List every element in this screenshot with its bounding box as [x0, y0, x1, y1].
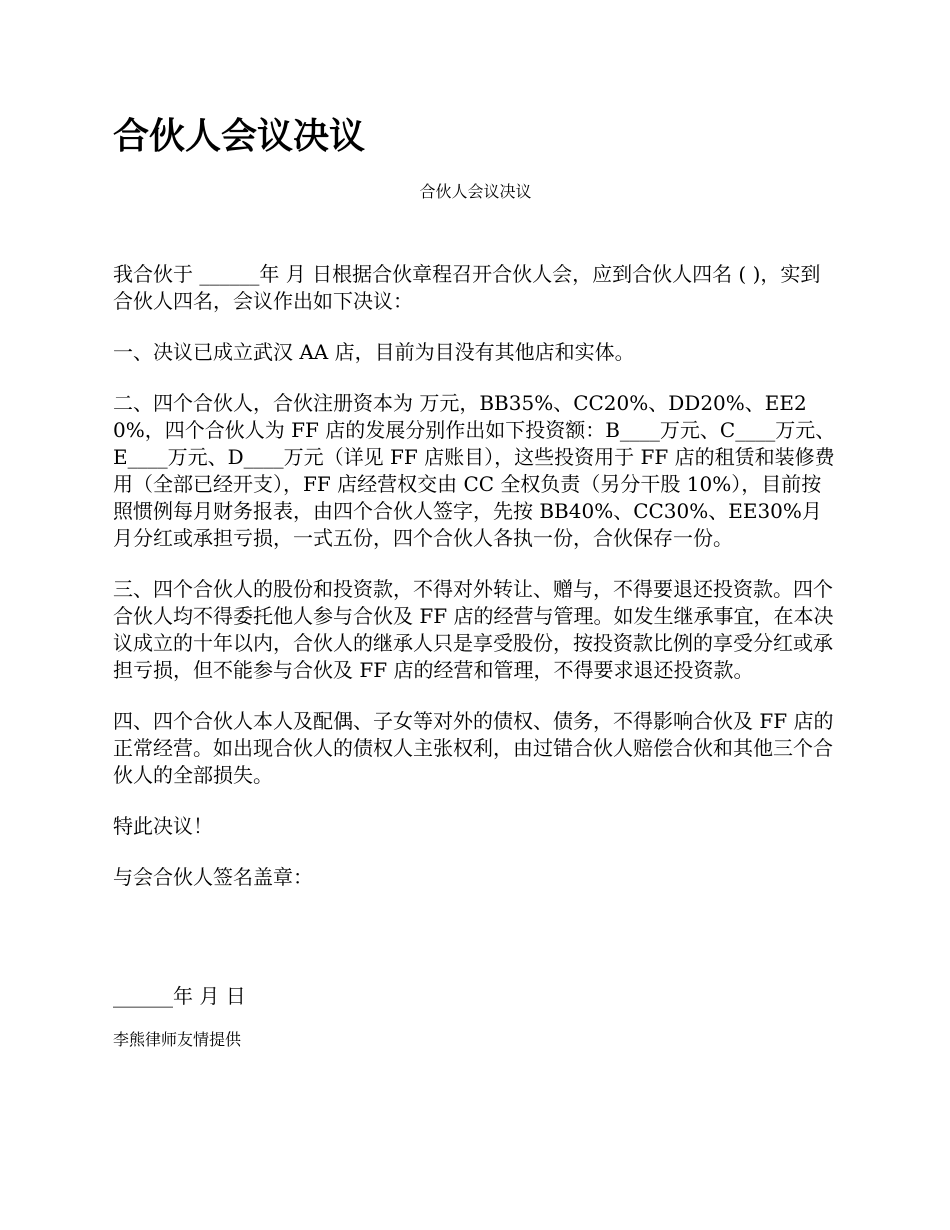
document-body: [113, 261, 838, 891]
paragraph-resolution-4: 四、四个合伙人本人及配偶、子女等对外的债权、债务，不得影响合伙及 FF 店的正常经营。如出现合伙人的债权人主张权利，由过错合伙人赔偿合伙和其他三个合伙人的全部损失。: [113, 709, 834, 787]
paragraph-resolution-1: 一、决议已成立武汉 AA 店，目前为目没有其他店和实体。: [113, 340, 635, 364]
document-subtitle: 合伙人会议决议: [419, 182, 532, 201]
document-title: 合伙人会议决议: [113, 115, 366, 157]
paragraph-signature-prompt: 与会合伙人签名盖章：: [113, 865, 313, 889]
paragraph-resolution-2: 二、四个合伙人，合伙注册资本为 万元，BB35%、CC20%、DD20%、EE20%，四个合伙人为 FF 店的发展分别作出如下投资额：B____万元、C____万元、E____万元、D____万元（详见 FF 店账目），这些投资用于 FF 店的租赁和装修费用（全部已经开支），FF 店经营权交由 CC 全权负责（另分干股 10%），目前按照惯例每月财务报表，由四个合伙人签字，先按 BB40%、CC30%、EE30%月月分红或承担亏损，一式五份，四个合伙人各执一份，合伙保存一份。: [113, 391, 836, 550]
provider-note: 李熊律师友情提供: [113, 1030, 242, 1049]
paragraph-intro: 我合伙于 ______年 月 日根据合伙章程召开合伙人会，应到合伙人四名 ( )，实到合伙人四名，会议作出如下决议：: [113, 262, 821, 313]
date-line: ______年 月 日: [113, 984, 246, 1008]
paragraph-closing: 特此决议！: [113, 814, 213, 838]
paragraph-resolution-3: 三、四个合伙人的股份和投资款，不得对外转让、赠与，不得要退还投资款。四个合伙人均不得委托他人参与合伙及 FF 店的经营与管理。如发生继承事宜，在本决议成立的十年以内，合伙人的继承人只是享受股份，按投资款比例的享受分红或承担亏损，但不能参与合伙及 FF 店的经营和管理，不得要求退还投资款。: [113, 577, 834, 682]
